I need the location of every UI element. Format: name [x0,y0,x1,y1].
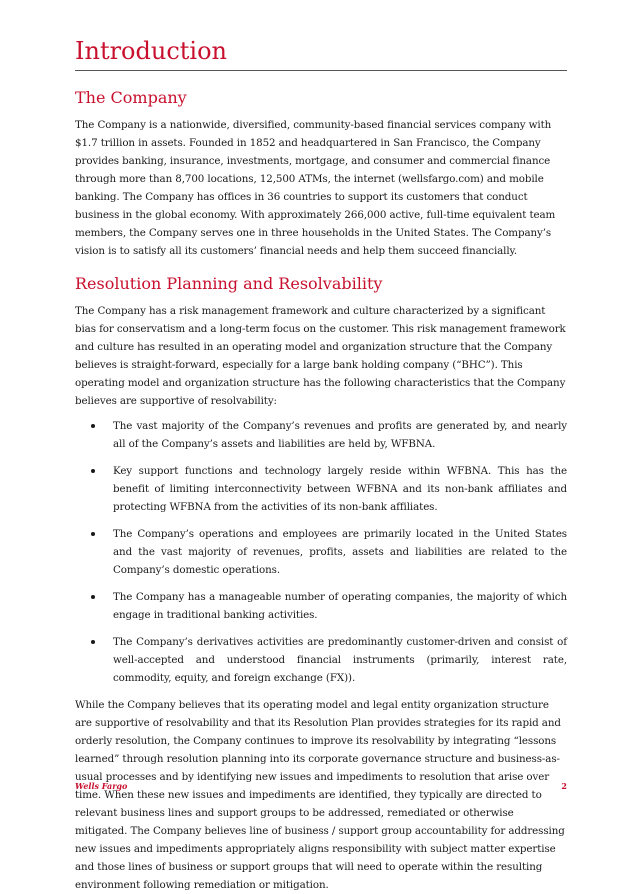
list-item-text: The vast majority of the Company’s revenues and profits are generated by, and nearly all of the Company’s assets and liabilities are held by, WFBNA. [113,420,567,450]
resolution-closing-paragraph: While the Company believes that its operating model and legal entity organization structure are supportive of resolvability and that its Resolution Plan provides strategies for its rapid and orderly resolution, the Company continues to improve its resolvability by integrating “lessons learned” through resolution planning into its corporate governance structure and business-as-usual processes and by identifying new issues and impediments to resolution that arise over time. When these new issues and impediments are identified, they typically are directed to relevant business lines and support groups to be addressed, remediated or otherwise mitigated. The Company believes line of business / support group accountability for addressing new issues and impediments appropriately aligns responsibility with subject matter expertise and those lines of business or support groups that will need to operate within the resulting environment following remediation or mitigation. [75,699,565,891]
list-item-text: The Company has a manageable number of operating companies, the majority of which engage in traditional banking activities. [113,591,567,621]
list-item-text: The Company’s operations and employees are primarily located in the United States and the vast majority of revenues, profits, assets and liabilities are related to the Company’s domestic operations. [113,528,567,576]
resolution-intro-paragraph: The Company has a risk management framework and culture characterized by a significant bias for conservatism and a long-term focus on the customer. This risk management framework and culture has resulted in an operating model and organization structure that the Company believes is straight-forward, especially for a large bank holding company (“BHC”). This operating model and organization structure has the following characteristics that the Company believes are supportive of resolvability: [75,305,566,407]
list-item [75,588,567,624]
title-divider [75,70,567,71]
section-heading-the-company: The Company [75,88,187,107]
list-item [75,462,567,516]
page-title: Introduction [75,37,227,65]
list-item [75,633,567,687]
bullet-icon [91,424,95,428]
section-heading-resolution-planning: Resolution Planning and Resolvability [75,274,383,293]
list-item [75,417,567,453]
list-item-text: The Company’s derivatives activities are predominantly customer-driven and consist of well-accepted and understood financial instruments (primarily, interest rate, commodity, equity, and foreign exchange (FX)). [113,636,567,684]
bullet-icon [91,532,95,536]
page-footer [75,781,567,795]
bullet-icon [91,595,95,599]
bullet-icon [91,469,95,473]
page-number: 2 [561,781,567,791]
company-paragraph: The Company is a nationwide, diversified, community-based financial services company with $1.7 trillion in assets. Founded in 1852 and headquartered in San Francisco, the Company provides banking, insurance, investments, mortgage, and consumer and commercial finance through more than 8,700 locations, 12,500 ATMs, the internet (wellsfargo.com) and mobile banking. The Company has offices in 36 countries to support its customers that conduct business in the global economy. With approximately 266,000 active, full-time equivalent team members, the Company serves one in three households in the United States. The Company’s vision is to satisfy all its customers’ financial needs and help them succeed financially. [75,119,556,257]
bullet-icon [91,640,95,644]
document-page [75,36,567,894]
footer-brand: Wells Fargo [75,781,128,791]
list-item-text: Key support functions and technology largely reside within WFBNA. This has the benefit of limiting interconnectivity between WFBNA and its non-bank affiliates and protecting WFBNA from the activities of its non-bank affiliates. [113,465,567,513]
list-item [75,525,567,579]
characteristics-list [75,417,567,687]
